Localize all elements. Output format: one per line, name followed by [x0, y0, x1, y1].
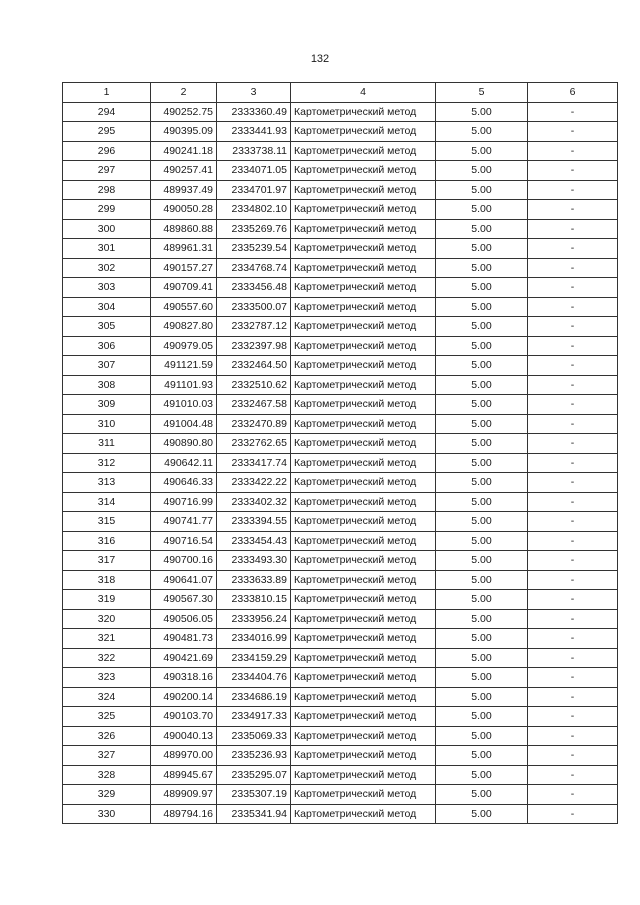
- cell-note: -: [528, 785, 618, 805]
- header-row: [63, 83, 618, 103]
- cell-accuracy: 5.00: [436, 804, 528, 824]
- cell-point-number: 321: [63, 629, 151, 649]
- cell-accuracy: 5.00: [436, 278, 528, 298]
- cell-method: Картометрический метод: [291, 668, 436, 688]
- cell-x-coordinate: 491004.48: [151, 414, 217, 434]
- cell-x-coordinate: 490040.13: [151, 726, 217, 746]
- cell-point-number: 330: [63, 804, 151, 824]
- table-row: [63, 336, 618, 356]
- cell-note: -: [528, 161, 618, 181]
- cell-method: Картометрический метод: [291, 746, 436, 766]
- cell-y-coordinate: 2335236.93: [217, 746, 291, 766]
- cell-point-number: 299: [63, 200, 151, 220]
- cell-y-coordinate: 2334768.74: [217, 258, 291, 278]
- cell-note: -: [528, 492, 618, 512]
- cell-note: -: [528, 804, 618, 824]
- cell-y-coordinate: 2333422.22: [217, 473, 291, 493]
- cell-point-number: 313: [63, 473, 151, 493]
- table-row: [63, 356, 618, 376]
- cell-method: Картометрический метод: [291, 707, 436, 727]
- table-row: [63, 219, 618, 239]
- cell-x-coordinate: 490890.80: [151, 434, 217, 454]
- cell-x-coordinate: 490646.33: [151, 473, 217, 493]
- cell-accuracy: 5.00: [436, 590, 528, 610]
- cell-note: -: [528, 278, 618, 298]
- cell-x-coordinate: 491101.93: [151, 375, 217, 395]
- cell-point-number: 300: [63, 219, 151, 239]
- cell-y-coordinate: 2334686.19: [217, 687, 291, 707]
- cell-y-coordinate: 2333360.49: [217, 102, 291, 122]
- table-row: [63, 551, 618, 571]
- cell-y-coordinate: 2332467.58: [217, 395, 291, 415]
- table-row: [63, 258, 618, 278]
- column-header-2: 2: [151, 83, 217, 103]
- table-row: [63, 278, 618, 298]
- table-row: [63, 785, 618, 805]
- cell-y-coordinate: 2333454.43: [217, 531, 291, 551]
- cell-x-coordinate: 490716.99: [151, 492, 217, 512]
- cell-point-number: 298: [63, 180, 151, 200]
- cell-x-coordinate: 490421.69: [151, 648, 217, 668]
- cell-note: -: [528, 102, 618, 122]
- table-row: [63, 434, 618, 454]
- cell-point-number: 306: [63, 336, 151, 356]
- cell-method: Картометрический метод: [291, 395, 436, 415]
- cell-point-number: 323: [63, 668, 151, 688]
- cell-method: Картометрический метод: [291, 551, 436, 571]
- cell-y-coordinate: 2335341.94: [217, 804, 291, 824]
- cell-x-coordinate: 490827.80: [151, 317, 217, 337]
- cell-note: -: [528, 297, 618, 317]
- cell-x-coordinate: 490709.41: [151, 278, 217, 298]
- cell-accuracy: 5.00: [436, 336, 528, 356]
- cell-y-coordinate: 2333441.93: [217, 122, 291, 142]
- cell-accuracy: 5.00: [436, 531, 528, 551]
- cell-note: -: [528, 707, 618, 727]
- table-row: [63, 804, 618, 824]
- cell-method: Картометрический метод: [291, 219, 436, 239]
- cell-accuracy: 5.00: [436, 785, 528, 805]
- cell-point-number: 301: [63, 239, 151, 259]
- cell-method: Картометрический метод: [291, 278, 436, 298]
- cell-x-coordinate: 490700.16: [151, 551, 217, 571]
- cell-note: -: [528, 765, 618, 785]
- cell-method: Картометрический метод: [291, 434, 436, 454]
- cell-method: Картометрический метод: [291, 141, 436, 161]
- cell-point-number: 308: [63, 375, 151, 395]
- cell-accuracy: 5.00: [436, 629, 528, 649]
- cell-method: Картометрический метод: [291, 473, 436, 493]
- cell-note: -: [528, 122, 618, 142]
- cell-point-number: 322: [63, 648, 151, 668]
- table-row: [63, 297, 618, 317]
- column-header-4: 4: [291, 83, 436, 103]
- cell-note: -: [528, 453, 618, 473]
- cell-point-number: 296: [63, 141, 151, 161]
- page-number: 132: [310, 53, 330, 65]
- cell-method: Картометрический метод: [291, 200, 436, 220]
- cell-point-number: 297: [63, 161, 151, 181]
- table-row: [63, 375, 618, 395]
- cell-x-coordinate: 490741.77: [151, 512, 217, 532]
- coordinates-table: [62, 82, 618, 824]
- cell-method: Картометрический метод: [291, 161, 436, 181]
- cell-y-coordinate: 2333402.32: [217, 492, 291, 512]
- cell-note: -: [528, 414, 618, 434]
- cell-x-coordinate: 489937.49: [151, 180, 217, 200]
- cell-note: -: [528, 609, 618, 629]
- cell-note: -: [528, 726, 618, 746]
- cell-note: -: [528, 239, 618, 259]
- table-row: [63, 707, 618, 727]
- cell-x-coordinate: 490716.54: [151, 531, 217, 551]
- cell-point-number: 294: [63, 102, 151, 122]
- column-header-5: 5: [436, 83, 528, 103]
- cell-method: Картометрический метод: [291, 492, 436, 512]
- cell-method: Картометрический метод: [291, 297, 436, 317]
- cell-note: -: [528, 668, 618, 688]
- cell-x-coordinate: 490506.05: [151, 609, 217, 629]
- cell-x-coordinate: 490481.73: [151, 629, 217, 649]
- cell-method: Картометрический метод: [291, 687, 436, 707]
- cell-note: -: [528, 551, 618, 571]
- cell-x-coordinate: 490050.28: [151, 200, 217, 220]
- table-row: [63, 239, 618, 259]
- cell-y-coordinate: 2333633.89: [217, 570, 291, 590]
- cell-point-number: 326: [63, 726, 151, 746]
- cell-x-coordinate: 489970.00: [151, 746, 217, 766]
- table-row: [63, 609, 618, 629]
- cell-point-number: 324: [63, 687, 151, 707]
- table-row: [63, 668, 618, 688]
- cell-y-coordinate: 2332464.50: [217, 356, 291, 376]
- cell-accuracy: 5.00: [436, 414, 528, 434]
- cell-note: -: [528, 317, 618, 337]
- cell-accuracy: 5.00: [436, 180, 528, 200]
- table-row: [63, 590, 618, 610]
- cell-method: Картометрический метод: [291, 726, 436, 746]
- cell-point-number: 303: [63, 278, 151, 298]
- cell-x-coordinate: 490979.05: [151, 336, 217, 356]
- cell-accuracy: 5.00: [436, 395, 528, 415]
- table-row: [63, 453, 618, 473]
- cell-accuracy: 5.00: [436, 200, 528, 220]
- cell-accuracy: 5.00: [436, 122, 528, 142]
- cell-note: -: [528, 141, 618, 161]
- cell-accuracy: 5.00: [436, 512, 528, 532]
- cell-accuracy: 5.00: [436, 102, 528, 122]
- cell-x-coordinate: 490241.18: [151, 141, 217, 161]
- cell-note: -: [528, 629, 618, 649]
- cell-x-coordinate: 490642.11: [151, 453, 217, 473]
- cell-y-coordinate: 2332510.62: [217, 375, 291, 395]
- cell-y-coordinate: 2333738.11: [217, 141, 291, 161]
- cell-point-number: 302: [63, 258, 151, 278]
- cell-note: -: [528, 219, 618, 239]
- cell-x-coordinate: 489909.97: [151, 785, 217, 805]
- cell-y-coordinate: 2335069.33: [217, 726, 291, 746]
- cell-method: Картометрический метод: [291, 453, 436, 473]
- cell-x-coordinate: 490557.60: [151, 297, 217, 317]
- cell-x-coordinate: 491121.59: [151, 356, 217, 376]
- cell-x-coordinate: 489945.67: [151, 765, 217, 785]
- cell-note: -: [528, 648, 618, 668]
- cell-note: -: [528, 336, 618, 356]
- cell-method: Картометрический метод: [291, 512, 436, 532]
- cell-point-number: 310: [63, 414, 151, 434]
- cell-point-number: 305: [63, 317, 151, 337]
- cell-point-number: 304: [63, 297, 151, 317]
- cell-method: Картометрический метод: [291, 180, 436, 200]
- cell-accuracy: 5.00: [436, 297, 528, 317]
- table-row: [63, 746, 618, 766]
- column-header-3: 3: [217, 83, 291, 103]
- cell-y-coordinate: 2332397.98: [217, 336, 291, 356]
- table-row: [63, 492, 618, 512]
- table-row: [63, 531, 618, 551]
- cell-method: Картометрический метод: [291, 590, 436, 610]
- table-row: [63, 200, 618, 220]
- cell-note: -: [528, 258, 618, 278]
- cell-accuracy: 5.00: [436, 219, 528, 239]
- cell-y-coordinate: 2332470.89: [217, 414, 291, 434]
- cell-point-number: 320: [63, 609, 151, 629]
- cell-x-coordinate: 491010.03: [151, 395, 217, 415]
- cell-method: Картометрический метод: [291, 317, 436, 337]
- cell-x-coordinate: 490200.14: [151, 687, 217, 707]
- cell-y-coordinate: 2334071.05: [217, 161, 291, 181]
- column-header-6: 6: [528, 83, 618, 103]
- cell-accuracy: 5.00: [436, 161, 528, 181]
- cell-method: Картометрический метод: [291, 785, 436, 805]
- cell-note: -: [528, 512, 618, 532]
- cell-accuracy: 5.00: [436, 687, 528, 707]
- cell-note: -: [528, 375, 618, 395]
- cell-y-coordinate: 2333417.74: [217, 453, 291, 473]
- cell-method: Картометрический метод: [291, 765, 436, 785]
- cell-x-coordinate: 490395.09: [151, 122, 217, 142]
- table-row: [63, 687, 618, 707]
- cell-y-coordinate: 2333456.48: [217, 278, 291, 298]
- cell-accuracy: 5.00: [436, 746, 528, 766]
- cell-x-coordinate: 489794.16: [151, 804, 217, 824]
- cell-x-coordinate: 490157.27: [151, 258, 217, 278]
- cell-method: Картометрический метод: [291, 239, 436, 259]
- cell-method: Картометрический метод: [291, 570, 436, 590]
- cell-y-coordinate: 2332787.12: [217, 317, 291, 337]
- cell-method: Картометрический метод: [291, 258, 436, 278]
- cell-x-coordinate: 490257.41: [151, 161, 217, 181]
- cell-y-coordinate: 2334917.33: [217, 707, 291, 727]
- cell-note: -: [528, 180, 618, 200]
- cell-note: -: [528, 687, 618, 707]
- cell-note: -: [528, 746, 618, 766]
- cell-note: -: [528, 590, 618, 610]
- cell-y-coordinate: 2334404.76: [217, 668, 291, 688]
- cell-note: -: [528, 531, 618, 551]
- cell-accuracy: 5.00: [436, 492, 528, 512]
- cell-method: Картометрический метод: [291, 414, 436, 434]
- cell-point-number: 315: [63, 512, 151, 532]
- cell-accuracy: 5.00: [436, 765, 528, 785]
- cell-point-number: 318: [63, 570, 151, 590]
- table-row: [63, 629, 618, 649]
- cell-y-coordinate: 2335295.07: [217, 765, 291, 785]
- cell-point-number: 309: [63, 395, 151, 415]
- cell-x-coordinate: 489961.31: [151, 239, 217, 259]
- cell-y-coordinate: 2334802.10: [217, 200, 291, 220]
- cell-method: Картометрический метод: [291, 122, 436, 142]
- cell-method: Картометрический метод: [291, 629, 436, 649]
- cell-y-coordinate: 2333493.30: [217, 551, 291, 571]
- table-row: [63, 180, 618, 200]
- cell-y-coordinate: 2333500.07: [217, 297, 291, 317]
- cell-y-coordinate: 2334159.29: [217, 648, 291, 668]
- cell-note: -: [528, 473, 618, 493]
- table-row: [63, 414, 618, 434]
- cell-note: -: [528, 570, 618, 590]
- cell-accuracy: 5.00: [436, 551, 528, 571]
- cell-y-coordinate: 2333956.24: [217, 609, 291, 629]
- table-row: [63, 473, 618, 493]
- cell-accuracy: 5.00: [436, 239, 528, 259]
- cell-point-number: 316: [63, 531, 151, 551]
- column-header-1: 1: [63, 83, 151, 103]
- cell-note: -: [528, 434, 618, 454]
- table-row: [63, 161, 618, 181]
- cell-point-number: 312: [63, 453, 151, 473]
- cell-accuracy: 5.00: [436, 356, 528, 376]
- cell-accuracy: 5.00: [436, 668, 528, 688]
- table-row: [63, 102, 618, 122]
- cell-point-number: 317: [63, 551, 151, 571]
- table-row: [63, 765, 618, 785]
- cell-accuracy: 5.00: [436, 609, 528, 629]
- cell-method: Картометрический метод: [291, 336, 436, 356]
- table-row: [63, 570, 618, 590]
- cell-accuracy: 5.00: [436, 375, 528, 395]
- table-row: [63, 512, 618, 532]
- cell-point-number: 295: [63, 122, 151, 142]
- table-row: [63, 122, 618, 142]
- cell-accuracy: 5.00: [436, 648, 528, 668]
- cell-method: Картометрический метод: [291, 609, 436, 629]
- cell-x-coordinate: 490252.75: [151, 102, 217, 122]
- cell-x-coordinate: 490318.16: [151, 668, 217, 688]
- cell-method: Картометрический метод: [291, 648, 436, 668]
- cell-x-coordinate: 490567.30: [151, 590, 217, 610]
- cell-point-number: 327: [63, 746, 151, 766]
- table-body: [63, 102, 618, 824]
- cell-accuracy: 5.00: [436, 317, 528, 337]
- table-row: [63, 317, 618, 337]
- cell-point-number: 311: [63, 434, 151, 454]
- cell-accuracy: 5.00: [436, 726, 528, 746]
- cell-method: Картометрический метод: [291, 102, 436, 122]
- cell-point-number: 314: [63, 492, 151, 512]
- cell-method: Картометрический метод: [291, 375, 436, 395]
- cell-y-coordinate: 2334016.99: [217, 629, 291, 649]
- cell-point-number: 328: [63, 765, 151, 785]
- cell-note: -: [528, 200, 618, 220]
- cell-note: -: [528, 395, 618, 415]
- cell-y-coordinate: 2333810.15: [217, 590, 291, 610]
- cell-accuracy: 5.00: [436, 707, 528, 727]
- cell-accuracy: 5.00: [436, 570, 528, 590]
- cell-point-number: 319: [63, 590, 151, 610]
- cell-y-coordinate: 2332762.65: [217, 434, 291, 454]
- cell-accuracy: 5.00: [436, 434, 528, 454]
- cell-accuracy: 5.00: [436, 453, 528, 473]
- cell-x-coordinate: 489860.88: [151, 219, 217, 239]
- cell-accuracy: 5.00: [436, 258, 528, 278]
- cell-point-number: 307: [63, 356, 151, 376]
- table-row: [63, 726, 618, 746]
- cell-y-coordinate: 2335239.54: [217, 239, 291, 259]
- cell-y-coordinate: 2335269.76: [217, 219, 291, 239]
- cell-point-number: 329: [63, 785, 151, 805]
- cell-point-number: 325: [63, 707, 151, 727]
- table-row: [63, 395, 618, 415]
- cell-method: Картометрический метод: [291, 356, 436, 376]
- cell-x-coordinate: 490641.07: [151, 570, 217, 590]
- cell-y-coordinate: 2334701.97: [217, 180, 291, 200]
- cell-method: Картометрический метод: [291, 804, 436, 824]
- cell-note: -: [528, 356, 618, 376]
- cell-accuracy: 5.00: [436, 473, 528, 493]
- table-row: [63, 648, 618, 668]
- cell-method: Картометрический метод: [291, 531, 436, 551]
- cell-y-coordinate: 2333394.55: [217, 512, 291, 532]
- cell-accuracy: 5.00: [436, 141, 528, 161]
- cell-y-coordinate: 2335307.19: [217, 785, 291, 805]
- cell-x-coordinate: 490103.70: [151, 707, 217, 727]
- table-row: [63, 141, 618, 161]
